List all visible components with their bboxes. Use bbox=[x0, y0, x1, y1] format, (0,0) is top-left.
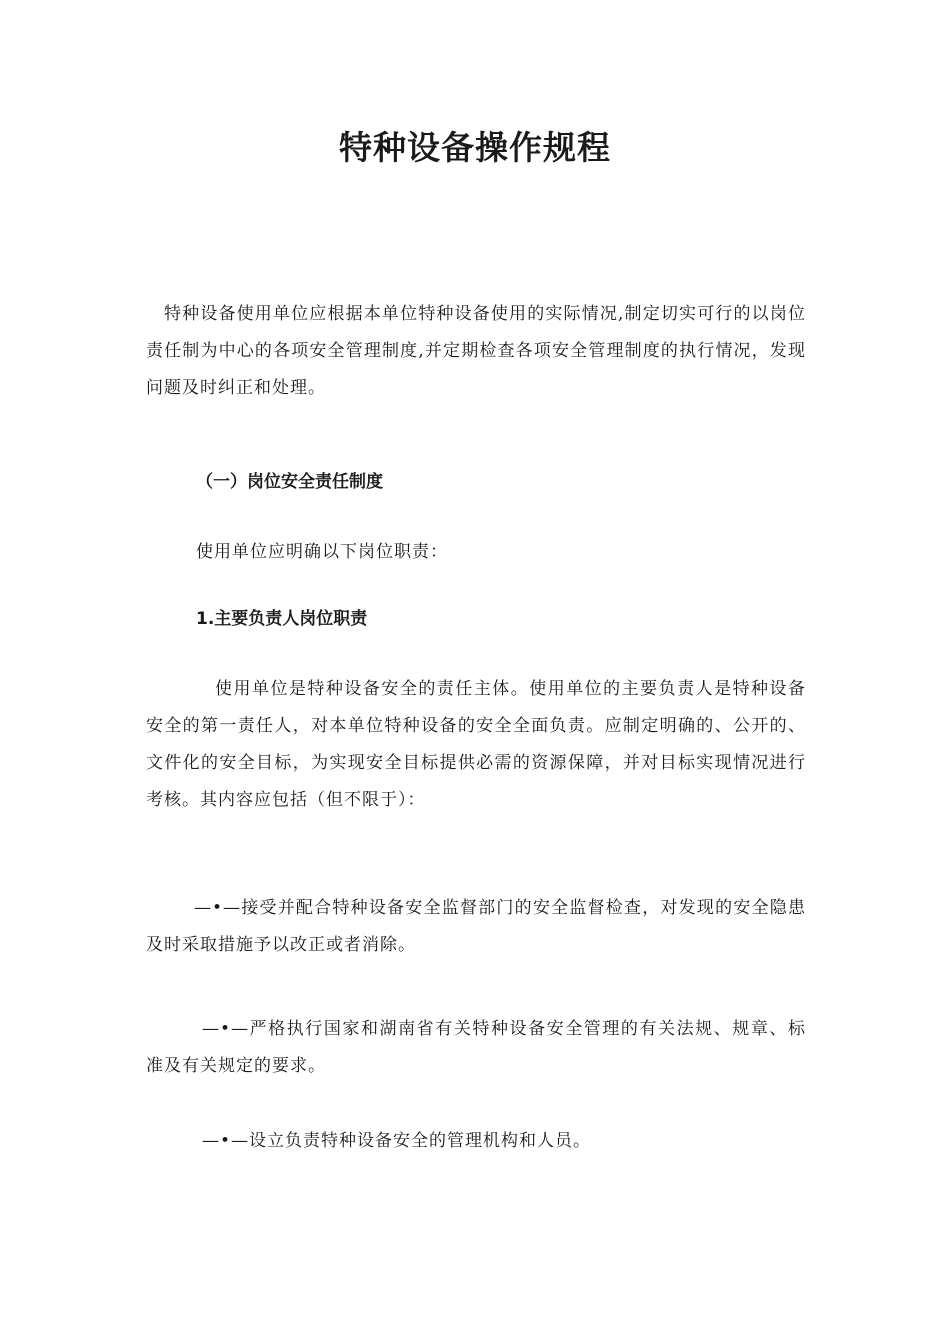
subsection-heading: 1.主要负责人岗位职责 bbox=[196, 609, 368, 629]
list-item: —•—严格执行国家和湖南省有关特种设备安全管理的有关法规、规章、标准及有关规定的要求。 bbox=[146, 1019, 806, 1076]
intro-paragraph: 特种设备使用单位应根据本单位特种设备使用的实际情况,制定切实可行的以岗位责任制为中心的各项安全管理制度,并定期检查各项安全管理制度的执行情况，发现问题及时纠正和处理。 bbox=[146, 304, 806, 398]
section-intro-paragraph: 使用单位应明确以下岗位职责： bbox=[196, 542, 448, 562]
list-item: —•—接受并配合特种设备安全监督部门的安全监督检查，对发现的安全隐患及时采取措施予以改正或者消除。 bbox=[146, 898, 806, 955]
section-heading: （一）岗位安全责任制度 bbox=[196, 472, 383, 492]
subsection-body-paragraph: 使用单位是特种设备安全的责任主体。使用单位的主要负责人是特种设备安全的第一责任人，对本单位特种设备的安全全面负责。应制定明确的、公开的、文件化的安全目标，为实现安全目标提供必需的资源保障，并对目标实现情况进行考核。其内容应包括（但不限于）： bbox=[146, 679, 806, 810]
document-title: 特种设备操作规程 bbox=[339, 128, 611, 167]
list-item: —•—设立负责特种设备安全的管理机构和人员。 bbox=[202, 1131, 592, 1151]
